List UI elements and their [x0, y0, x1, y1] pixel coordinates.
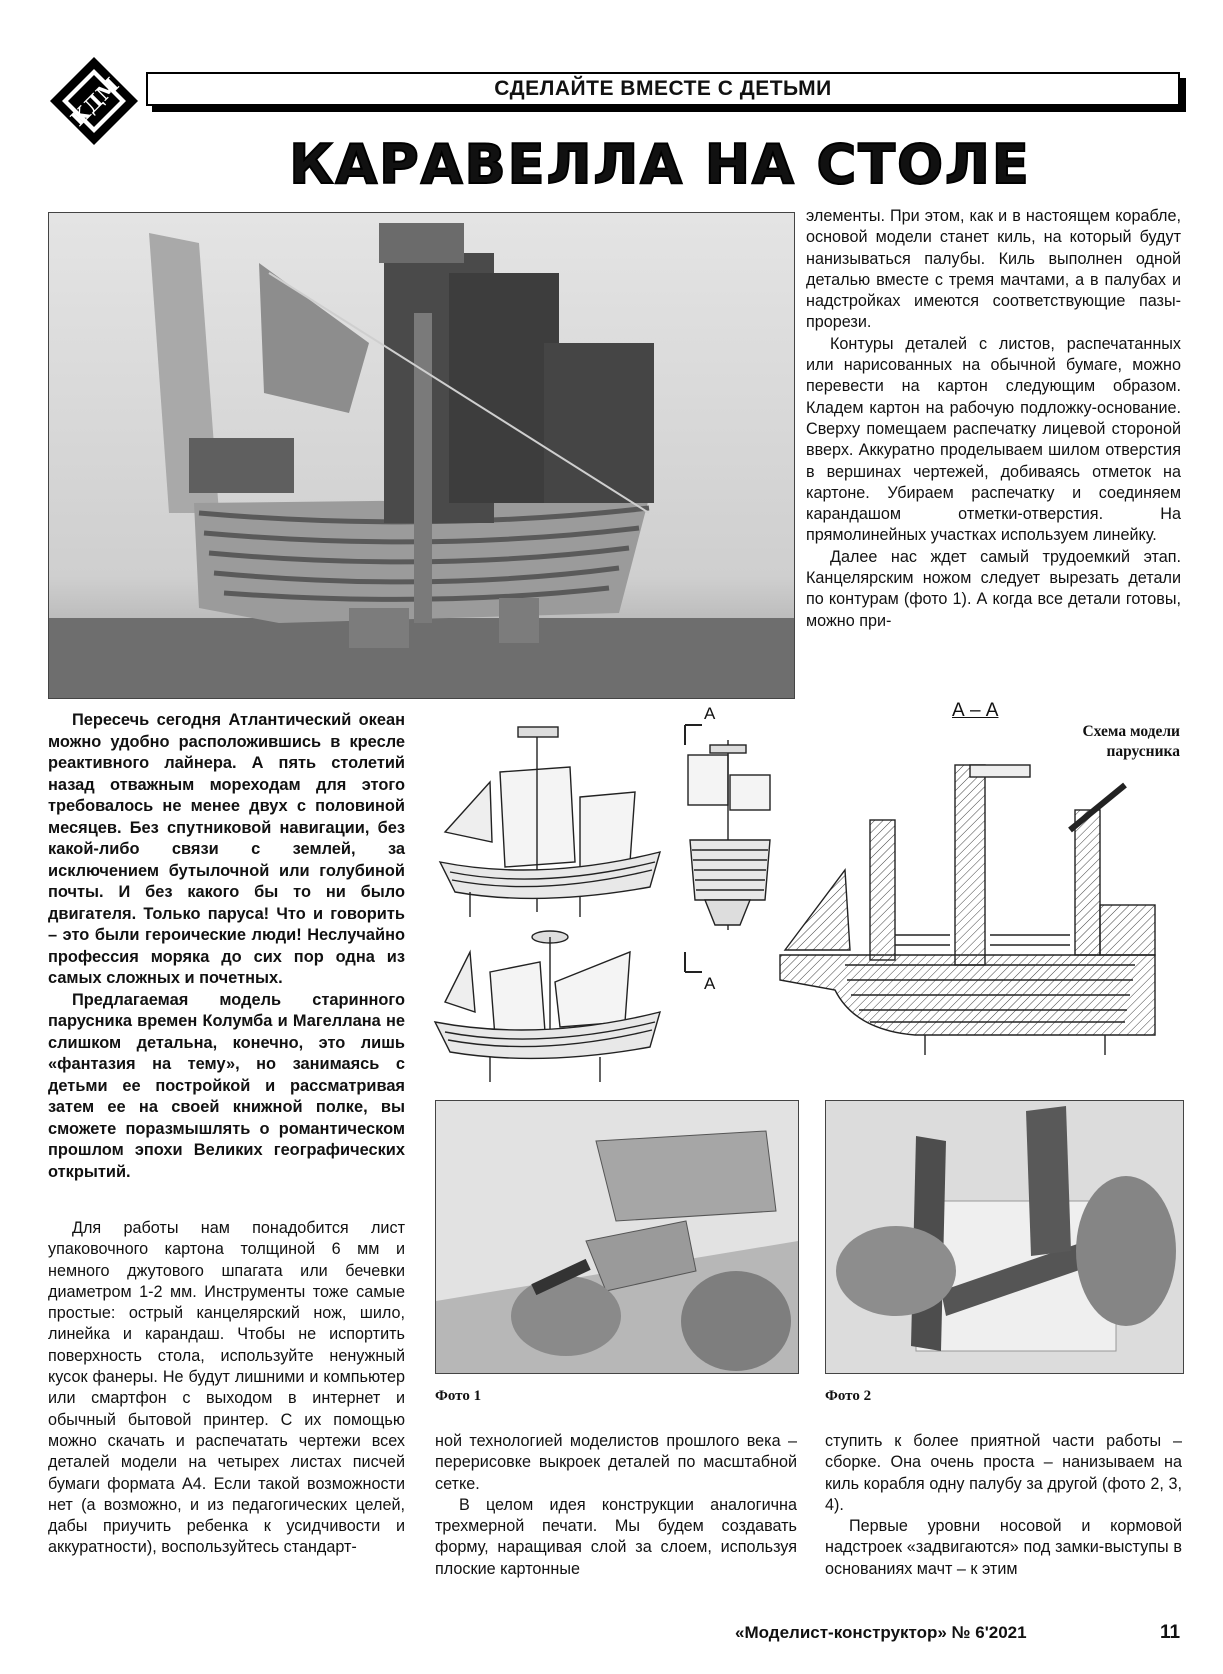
- middle-column-bottom-text: [435, 1431, 797, 1580]
- section-view-drawing: [680, 700, 780, 995]
- section-aa-label: А – А: [952, 700, 999, 721]
- photo-2-assembly: [825, 1100, 1184, 1374]
- article-title: КАРАВЕЛЛА НА СТОЛЕ: [289, 133, 1031, 196]
- keel-cross-section-drawing: [775, 750, 1180, 1075]
- scheme-caption-line: парусника: [1106, 743, 1180, 760]
- left-column-bottom-text: [48, 1218, 405, 1559]
- photo-2-caption: Фото 2: [825, 1388, 872, 1404]
- right-column-bottom-text: [825, 1431, 1182, 1580]
- isometric-drawings: [430, 712, 670, 1092]
- scheme-caption-line: Схема модели: [1082, 723, 1180, 740]
- paragraph: Первые уровни носовой и кормовой надстроек «задвигаются» под замки-выступы в основаниях мачт – к этим: [825, 1517, 1182, 1578]
- main-photo-caravel: [48, 212, 795, 699]
- magazine-logo: [48, 55, 140, 147]
- paragraph: ной технологией моделистов прошлого века – перерисовке выкроек деталей по масштабной сетке.: [435, 1432, 797, 1493]
- paragraph: ступить к более приятной части работы – сборке. Она очень проста – нанизываем на киль корабля одну палубу за другой (фото 2, 3, 4).: [825, 1432, 1182, 1514]
- cut-label-bottom: A: [704, 974, 716, 993]
- logo-text: КДМ: [65, 72, 124, 131]
- photo-1-caption: Фото 1: [435, 1388, 482, 1404]
- section-banner: [146, 72, 1180, 106]
- page-number: 11: [1160, 1622, 1181, 1643]
- section-label: СДЕЛАЙТЕ ВМЕСТЕ С ДЕТЬМИ: [494, 77, 832, 100]
- photo-1-cutting: [435, 1100, 799, 1374]
- paragraph: В целом идея конструкции аналогична трехмерной печати. Мы будем создавать форму, наращивая слой за слоем, используя плоские картонные: [435, 1495, 797, 1578]
- paragraph: Далее нас ждет самый трудоемкий этап. Канцелярским ножом следует вырезать детали по контурам (фото 1). А когда все детали готовы, можно при-: [806, 547, 1181, 630]
- paragraph: элементы. При этом, как и в настоящем корабле, основой модели станет киль, на который будут нанизываться палубы. Киль выполнен одной деталью вместе с тремя мачтами, а в палубах и надстройках имеются соответствующие пазы-прорези.: [806, 207, 1181, 332]
- paragraph: Для работы нам понадобится лист упаковочного картона толщиной 6 мм и немного джутового шпагата или бечевки диаметром 1-2 мм. Инструменты тоже самые простые: острый канцелярский нож, шило, линейка и карандаш. Чтобы не испортить поверхность стола, используйте ненужный кусок фанеры. Не будут лишними и компьютер или смартфон с выходом в интернет и обычный бытовой принтер. С их помощью можно скачать и распечатать чертежи всех деталей модели на четырех листах писчей бумаги формата А4. Если такой возможности нет (а возможно, и из педагогических целей, дабы приучить ребенка к усидчивости и аккуратности), воспользуйтесь стандарт-: [48, 1219, 405, 1557]
- cut-label-top: A: [704, 704, 716, 723]
- footer-magazine: «Моделист-конструктор» № 6'2021: [735, 1623, 1027, 1642]
- paragraph: Пересечь сегодня Атлантический океан можно удобно расположившись в кресле реактивного лайнера. А пять столетий назад отважным мореходам для этого требовалось не менее двух с половиной месяцев. Без спутниковой навигации, без какой-либо связи с землей, за исключением бутылочной или голубиной почты. И без какого бы то ни было двигателя. Только паруса! Что и говорить – это были героические люди! Неслучайно профессия моряка до сих пор одна из самых сложных и почетных.: [48, 711, 405, 987]
- intro-text: [48, 710, 405, 1183]
- paragraph: Предлагаемая модель старинного парусника времен Колумба и Магеллана не слишком детальна, конечно, это лишь «фантазия на тему», но занимаясь с детьми ее постройкой и рассматривая затем ее на своей книжной полке, вы сможете поразмышлять о романтическом прошлом эпохи Великих географических открытий.: [48, 990, 405, 1181]
- paragraph: Контуры деталей с листов, распечатанных или нарисованных на обычной бумаге, можно перевести на картон следующим образом. Кладем картон на рабочую подложку-основание. Сверху помещаем распечатку лицевой стороной вверх. Аккуратно проделываем шилом отверстия в вершинах чертежей, добиваясь отметок на картоне. Убираем распечатку и соединяем карандашом отметки-отверстия. На прямолинейных участках используем линейку.: [806, 334, 1181, 545]
- right-column-top-text: [806, 206, 1181, 632]
